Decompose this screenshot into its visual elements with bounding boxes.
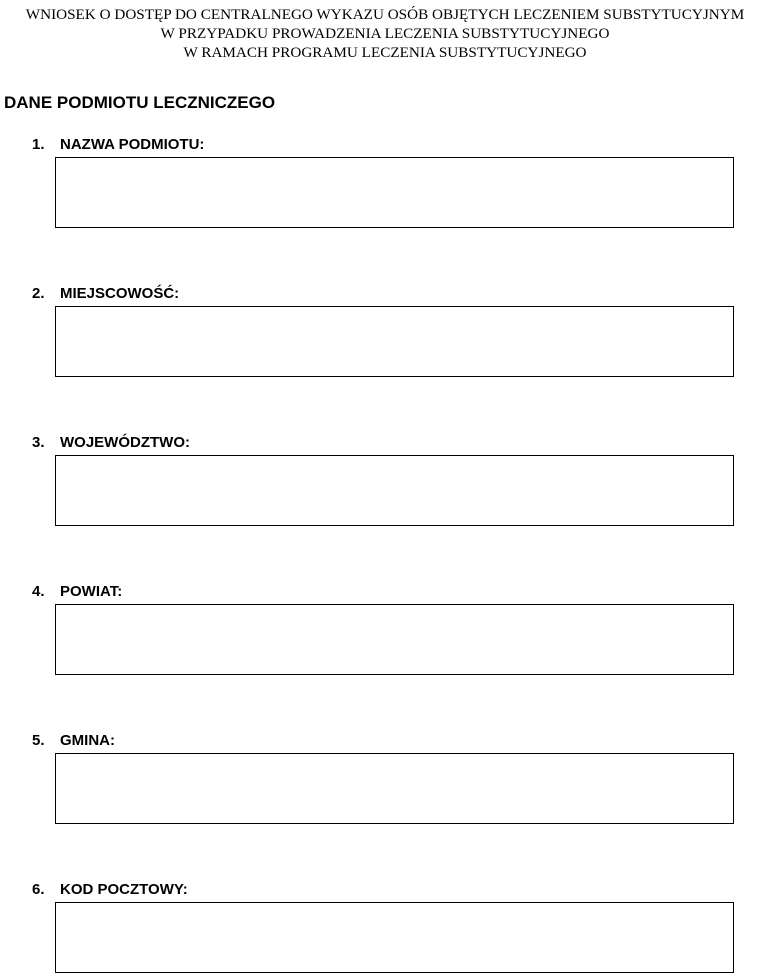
field-number: 1. — [32, 136, 45, 153]
field-label-text: NAZWA PODMIOTU: — [60, 136, 205, 153]
field-label — [32, 285, 179, 303]
gmina-input-box[interactable] — [55, 753, 734, 824]
document-title — [0, 5, 770, 62]
field-label-text: POWIAT: — [60, 583, 123, 600]
kod-pocztowy-input-box[interactable] — [55, 902, 734, 973]
field-number: 3. — [32, 434, 45, 451]
field-number: 4. — [32, 583, 45, 600]
field-number: 6. — [32, 881, 45, 898]
document-title-line-2: W PRZYPADKU PROWADZENIA LECZENIA SUBSTYTUCYJNEGO — [160, 25, 610, 42]
miejscowosc-input-box[interactable] — [55, 306, 734, 377]
powiat-input-box[interactable] — [55, 604, 734, 675]
section-heading: DANE PODMIOTU LECZNICZEGO — [4, 93, 276, 112]
field-label — [32, 583, 122, 601]
field-label — [32, 881, 188, 899]
field-label — [32, 434, 190, 452]
field-label-text: GMINA: — [60, 732, 115, 749]
wojewodztwo-input-box[interactable] — [55, 455, 734, 526]
field-label — [32, 732, 115, 750]
field-label — [32, 136, 204, 154]
field-number: 5. — [32, 732, 45, 749]
document-title-line-3: W RAMACH PROGRAMU LECZENIA SUBSTYTUCYJNEGO — [183, 44, 587, 61]
document-title-line-1: WNIOSEK O DOSTĘP DO CENTRALNEGO WYKAZU OSÓB OBJĘTYCH LECZENIEM SUBSTYTUCYJNYM — [25, 6, 745, 23]
field-label-text: MIEJSCOWOŚĆ: — [60, 285, 180, 302]
nazwa-podmiotu-input-box[interactable] — [55, 157, 734, 228]
field-number: 2. — [32, 285, 45, 302]
field-label-text: KOD POCZTOWY: — [60, 881, 188, 898]
field-label-text: WOJEWÓDZTWO: — [60, 434, 190, 451]
